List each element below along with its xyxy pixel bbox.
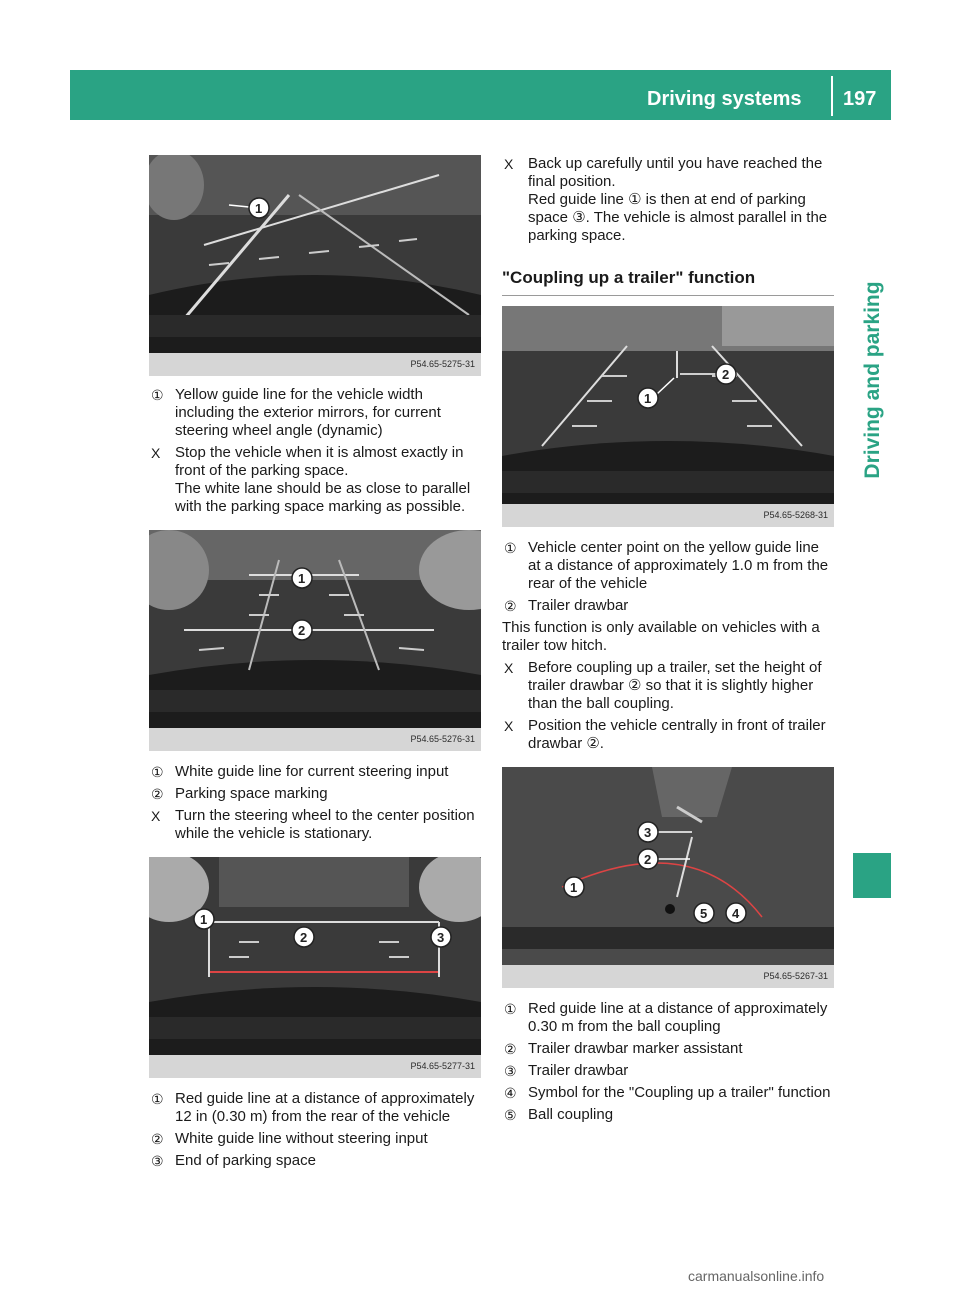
legend-marker: ① [151, 387, 164, 403]
camera-view-image [149, 857, 481, 1055]
legend-marker: ⑤ [504, 1107, 517, 1123]
legend-text: End of parking space [175, 1152, 316, 1169]
legend-text: Red guide line at a distance of approximately 12 in (0.30 m) from the rear of the vehicle [175, 1090, 475, 1125]
legend-text: Yellow guide line for the vehicle width including the exterior mirrors, for current steering wheel angle (dynamic) [175, 386, 441, 439]
figure-code: P54.65-5275-31 [149, 353, 481, 376]
camera-figure-4 [502, 306, 834, 504]
action-marker: X [504, 718, 514, 734]
legend-item [149, 1152, 481, 1170]
legend-item [502, 1000, 834, 1036]
figure-code: P54.65-5268-31 [502, 504, 834, 527]
svg-text:2: 2 [644, 852, 652, 867]
legend-item [502, 1062, 834, 1080]
watermark: carmanualsonline.info [688, 1268, 825, 1284]
legend-text: Trailer drawbar [528, 597, 629, 614]
legend-item [149, 1090, 481, 1126]
legend-marker: ① [504, 540, 517, 556]
callout-2 [294, 927, 314, 947]
camera-figure-2 [149, 530, 481, 728]
legend-text: White guide line for current steering input [175, 763, 449, 780]
action-note-text: Red guide line ① is then at end of parking space ③. The vehicle is almost parallel in the parking space. [528, 191, 828, 244]
legend-text: Parking space marking [175, 785, 328, 802]
figure-code: P54.65-5277-31 [149, 1055, 481, 1078]
legend-item [502, 597, 834, 615]
legend-item [149, 1130, 481, 1148]
legend-text: Symbol for the "Coupling up a trailer" function [528, 1084, 831, 1101]
legend-marker: ② [151, 1131, 164, 1147]
legend-item [149, 763, 481, 781]
side-tab-square [853, 853, 891, 898]
camera-view-image [149, 530, 481, 728]
svg-text:1: 1 [200, 912, 208, 927]
legend-item [149, 785, 481, 803]
svg-text:4: 4 [732, 906, 740, 921]
legend-text: Trailer drawbar marker assistant [528, 1040, 743, 1057]
action-item [502, 717, 834, 753]
legend-text: Red guide line at a distance of approximately 0.30 m from the ball coupling [528, 1000, 828, 1035]
legend-item [502, 1106, 834, 1124]
camera-figure-1 [149, 155, 481, 353]
action-marker: X [504, 660, 514, 676]
action-note [502, 191, 834, 245]
legend-text: White guide line without steering input [175, 1130, 428, 1147]
legend-marker: ④ [504, 1085, 517, 1101]
camera-view-image [149, 155, 481, 353]
legend-marker: ② [504, 1041, 517, 1057]
legend-marker: ② [151, 786, 164, 802]
callout-2 [292, 620, 312, 640]
camera-figure-5 [502, 767, 834, 965]
callout-1 [564, 877, 584, 897]
action-item [149, 444, 481, 480]
side-tab-label: Driving and parking [861, 281, 884, 479]
camera-figure-3 [149, 857, 481, 1055]
svg-text:1: 1 [255, 201, 263, 216]
figure-code: P54.65-5267-31 [502, 965, 834, 988]
section-title: Driving systems [647, 88, 802, 110]
callout-1 [194, 909, 214, 929]
callout-4 [726, 903, 746, 923]
callout-5 [694, 903, 714, 923]
paragraph: This function is only available on vehicles with a trailer tow hitch. [502, 619, 820, 654]
action-text: Turn the steering wheel to the center position while the vehicle is stationary. [175, 807, 475, 842]
legend-text: Trailer drawbar [528, 1062, 629, 1079]
callout-3 [431, 927, 451, 947]
legend-item [502, 1040, 834, 1058]
action-marker: X [151, 445, 161, 461]
camera-view-image [502, 306, 834, 504]
svg-text:1: 1 [570, 880, 578, 895]
svg-text:3: 3 [437, 930, 445, 945]
legend-marker: ② [504, 598, 517, 614]
action-marker: X [151, 808, 161, 824]
legend-text: Ball coupling [528, 1106, 614, 1123]
callout-1 [292, 568, 312, 588]
page-number: 197 [843, 88, 877, 110]
legend-marker: ① [151, 764, 164, 780]
header-divider [831, 76, 833, 116]
action-text: Before coupling up a trailer, set the height of trailer drawbar ② so that it is slightly higher than the ball coupling. [528, 659, 822, 712]
left-column [149, 155, 481, 1170]
section-heading: "Coupling up a trailer" function [502, 267, 834, 296]
action-text: Position the vehicle centrally in front of trailer drawbar ②. [528, 717, 826, 752]
svg-text:3: 3 [644, 825, 652, 840]
svg-text:5: 5 [700, 906, 708, 921]
legend-marker: ① [151, 1091, 164, 1107]
legend-marker: ③ [504, 1063, 517, 1079]
action-item [502, 155, 834, 191]
legend-item [149, 386, 481, 440]
svg-text:2: 2 [300, 930, 308, 945]
legend-item [502, 1084, 834, 1102]
action-text: Stop the vehicle when it is almost exactly in front of the parking space. [175, 444, 464, 479]
figure-code: P54.65-5276-31 [149, 728, 481, 751]
action-item [149, 807, 481, 843]
right-column [502, 155, 834, 1124]
svg-text:2: 2 [722, 367, 730, 382]
legend-item [502, 539, 834, 593]
action-note-text: The white lane should be as close to parallel with the parking space marking as possible. [175, 480, 471, 515]
action-text: Back up carefully until you have reached the final position. [528, 155, 823, 190]
svg-text:1: 1 [298, 571, 306, 586]
action-marker: X [504, 156, 514, 172]
action-item [502, 659, 834, 713]
camera-view-image [502, 767, 834, 965]
svg-text:1: 1 [644, 391, 652, 406]
legend-marker: ③ [151, 1153, 164, 1169]
legend-marker: ① [504, 1001, 517, 1017]
svg-text:2: 2 [298, 623, 306, 638]
action-note [149, 480, 481, 516]
legend-text: Vehicle center point on the yellow guide line at a distance of approximately 1.0 m from the rear of the vehicle [528, 539, 829, 592]
